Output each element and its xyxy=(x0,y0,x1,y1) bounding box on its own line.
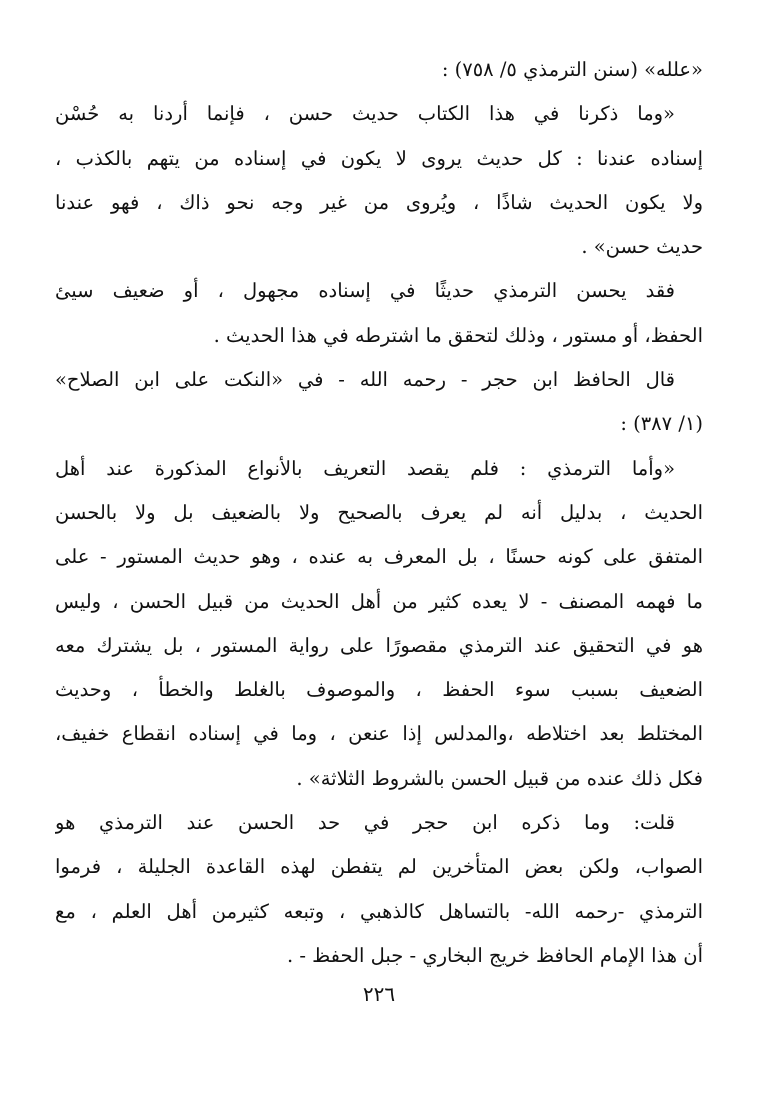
text-line: أن هذا الإمام الحافظ خريج البخاري - جبل الحفظ - . xyxy=(286,943,703,967)
text-line: الترمذي -رحمه الله- بالتساهل كالذهبي ، وتبعه كثيرمن أهل العلم ، مع xyxy=(55,899,703,923)
body-text xyxy=(55,48,703,978)
text-line: «وما ذكرنا في هذا الكتاب حديث حسن ، فإنما أردنا به حُسْن xyxy=(55,102,675,126)
text-line: المتفق على كونه حسنًا ، بل المعرف به عنده ، وهو حديث المستور - على xyxy=(55,545,703,569)
text-line: هو في التحقيق عند الترمذي مقصورًا على رواية المستور ، بل يشترك معه xyxy=(55,633,703,657)
text-line: فكل ذلك عنده من قبيل الحسن بالشروط الثلاثة» . xyxy=(296,766,703,790)
paragraph-6 xyxy=(55,801,703,978)
text-line: الحفظ، أو مستور ، وذلك لتحقق ما اشترطه في هذا الحديث . xyxy=(213,323,703,347)
paragraph-4 xyxy=(55,358,703,447)
text-line: المختلط بعد اختلاطه ،والمدلس إذا عنعن ، وما في إسناده انقطاع خفيف، xyxy=(55,722,703,746)
text-line: إسناده عندنا : كل حديث يروى لا يكون في إسناده من يتهم بالكذب ، xyxy=(55,146,703,170)
text-line: ولا يكون الحديث شاذًا ، ويُروى من غير وجه نحو ذاك ، فهو عندنا xyxy=(55,190,703,214)
text-line: حديث حسن» . xyxy=(581,235,703,259)
text-line: «علله» (سنن الترمذي ٥/ ٧٥٨) : xyxy=(441,58,703,81)
paragraph-2 xyxy=(55,92,703,269)
text-line: «وأما الترمذي : فلم يقصد التعريف بالأنواع المذكورة عند أهل xyxy=(55,456,675,480)
text-line: (١/ ٣٨٧) : xyxy=(620,412,703,436)
text-line: الضعيف بسبب سوء الحفظ ، والموصوف بالغلط والخطأ ، وحديث xyxy=(55,678,703,702)
paragraph-5 xyxy=(55,447,703,801)
paragraph-1 xyxy=(55,48,703,92)
text-line: الصواب، ولكن بعض المتأخرين لم يتفطن لهذه القاعدة الجليلة ، فرموا xyxy=(55,855,703,879)
page-number: ٢٢٦ xyxy=(362,982,396,1006)
text-line: فقد يحسن الترمذي حديثًا في إسناده مجهول ، أو ضعيف سيئ xyxy=(55,279,675,303)
book-page xyxy=(55,48,703,1048)
text-line: الحديث ، بدليل أنه لم يعرف بالصحيح ولا بالضعيف بل ولا بالحسن xyxy=(55,500,703,524)
text-line: قال الحافظ ابن حجر - رحمه الله - في «النكت على ابن الصلاح» xyxy=(55,368,675,392)
paragraph-3 xyxy=(55,269,703,358)
text-line: قلت: وما ذكره ابن حجر في حد الحسن عند الترمذي هو xyxy=(55,811,675,835)
text-line: ما فهمه المصنف - لا يعده كثير من أهل الحديث من قبيل الحسن ، وليس xyxy=(55,589,703,613)
